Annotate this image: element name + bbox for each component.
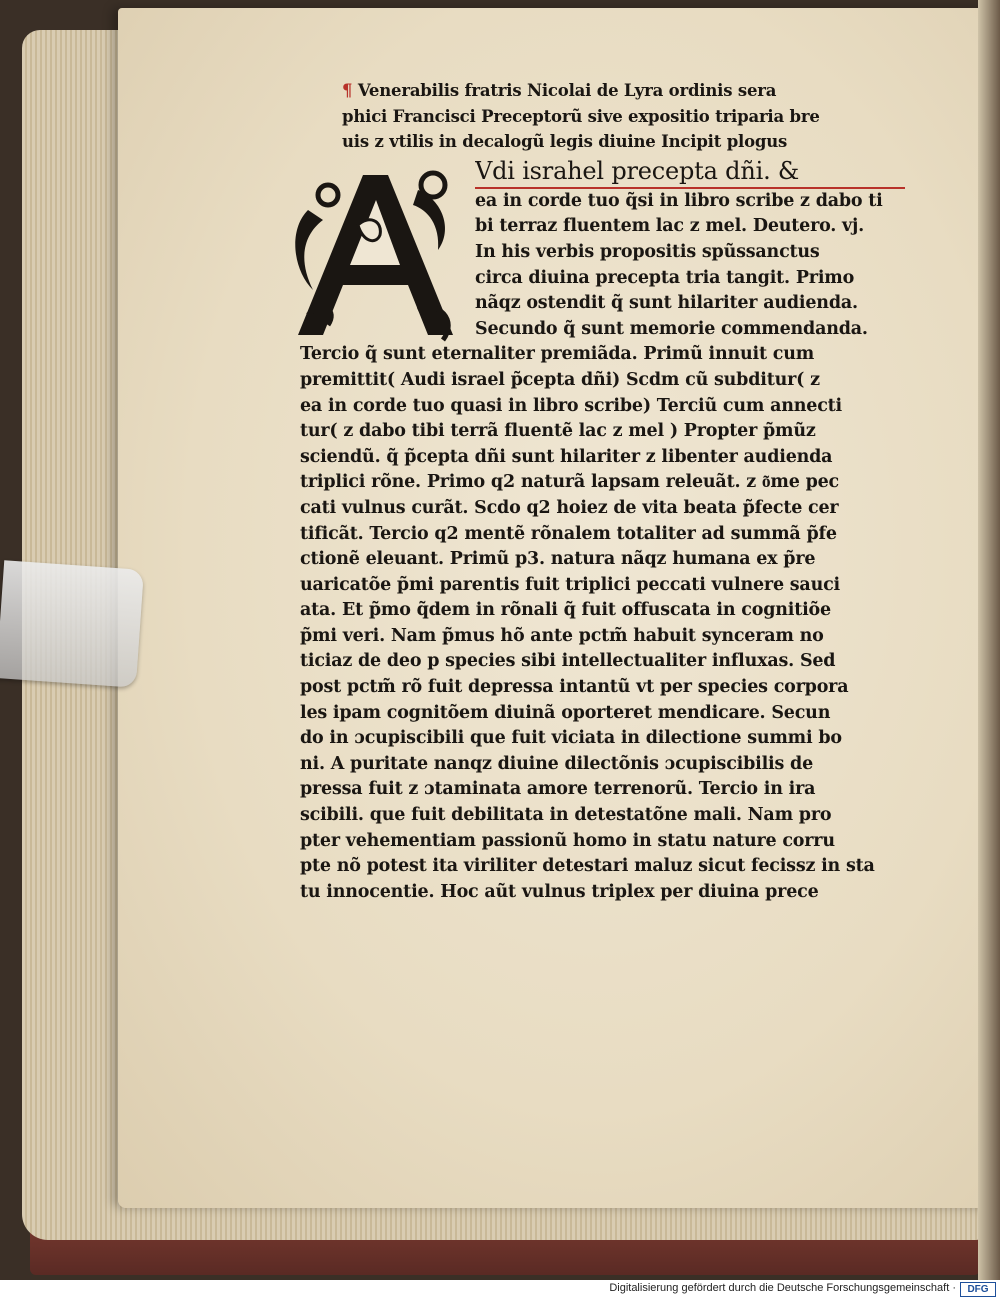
text-line: ctionẽ eleuant. Primũ p3. natura nãqz humana ex p̃re <box>300 549 816 570</box>
text-line: ea in corde tuo q̃si in libro scribe z dabo ti <box>475 190 883 211</box>
text-line: pte nõ potest ita viriliter detestari maluz sicut fecissz in sta <box>300 856 875 877</box>
heading-line-3: uis z vtilis in decalogũ legis diuine Incipit plogus <box>342 132 788 152</box>
text-line: circa diuina precepta tria tangit. Primo <box>475 267 855 288</box>
dfg-logo: DFG <box>960 1282 996 1297</box>
text-line: p̃mi veri. Nam p̃mus hõ ante pctm̃ habuit synceram no <box>300 625 824 646</box>
opening-line: Vdi israhel precepta dñi. & <box>475 155 905 189</box>
text-line: do in ɔcupiscibili que fuit viciata in dilectione summi bo <box>300 728 842 749</box>
text-line: post pctm̃ rõ fuit depressa intantũ vt per species corpora <box>300 677 849 698</box>
bookmark-clip <box>0 560 144 687</box>
text-block <box>300 78 910 905</box>
text-line: In his verbis propositis spũssanctus <box>475 241 820 262</box>
text-line: cati vulnus curãt. Scdo q2 hoiez de vita beata p̃fecte cer <box>300 497 839 518</box>
text-line: tu innocentie. Hoc aũt vulnus triplex per diuina prece <box>300 881 819 902</box>
heading-line-1: ¶ Venerabilis fratris Nicolai de Lyra ordinis sera <box>342 81 777 100</box>
text-line: sciendũ. q̃ p̃cepta dñi sunt hilariter z libenter audienda <box>300 446 833 467</box>
footer-bar <box>0 1280 1000 1298</box>
text-line: ea in corde tuo quasi in libro scribe) Terciũ cum annecti <box>300 395 842 416</box>
text-line: nãqz ostendit q̃ sunt hilariter audienda. <box>475 293 858 314</box>
text-line: Tercio q̃ sunt eternaliter premiãda. Primũ innuit cum <box>300 344 815 365</box>
text-line: Secundo q̃ sunt memorie commendanda. <box>475 318 868 339</box>
text-line: pressa fuit z ɔtaminata amore terrenorũ. Tercio in ira <box>300 779 816 800</box>
text-line: ticiaz de deo p species sibi intellectualiter influxas. Sed <box>300 651 836 672</box>
text-line: premittit( Audi israel p̃cepta dñi) Scdm cũ subditur( z <box>300 369 820 390</box>
text-line: les ipam cognitõem diuinã oporteret mendicare. Secun <box>300 702 831 723</box>
book-spine <box>978 0 1000 1280</box>
text-line: scibili. que fuit debilitata in detestatõne mali. Nam pro <box>300 805 832 826</box>
text-line: bi terraz fluentem lac z mel. Deutero. vj. <box>475 216 865 237</box>
text-line: triplici rõne. Primo q2 naturã lapsam releuãt. z o͂me pec <box>300 472 839 493</box>
text-line: pter vehementiam passionũ homo in statu nature corru <box>300 830 835 851</box>
text-line: tur( z dabo tibi terrã fluentẽ lac z mel ) Propter p̃mũz <box>300 421 816 442</box>
text-line: uaricatõe p̃mi parentis fuit triplici peccati vulnere sauci <box>300 574 840 595</box>
text-line: ni. A puritate nanqz diuine dilectõnis ɔcupiscibilis de <box>300 753 814 774</box>
paragraph-mark: ¶ <box>342 81 358 100</box>
text-line: tificãt. Tercio q2 mentẽ rõnalem totaliter ad summã p̃fe <box>300 523 837 544</box>
funding-note: Digitalisierung gefördert durch die Deutsche Forschungsgemeinschaft · <box>609 1282 956 1294</box>
text-line: ata. Et p̃mo q̃dem in rõnali q̃ fuit offuscata in cognitiõe <box>300 600 831 621</box>
heading-line-2: phici Francisci Preceptorũ sive expositio triparia bre <box>342 106 820 126</box>
